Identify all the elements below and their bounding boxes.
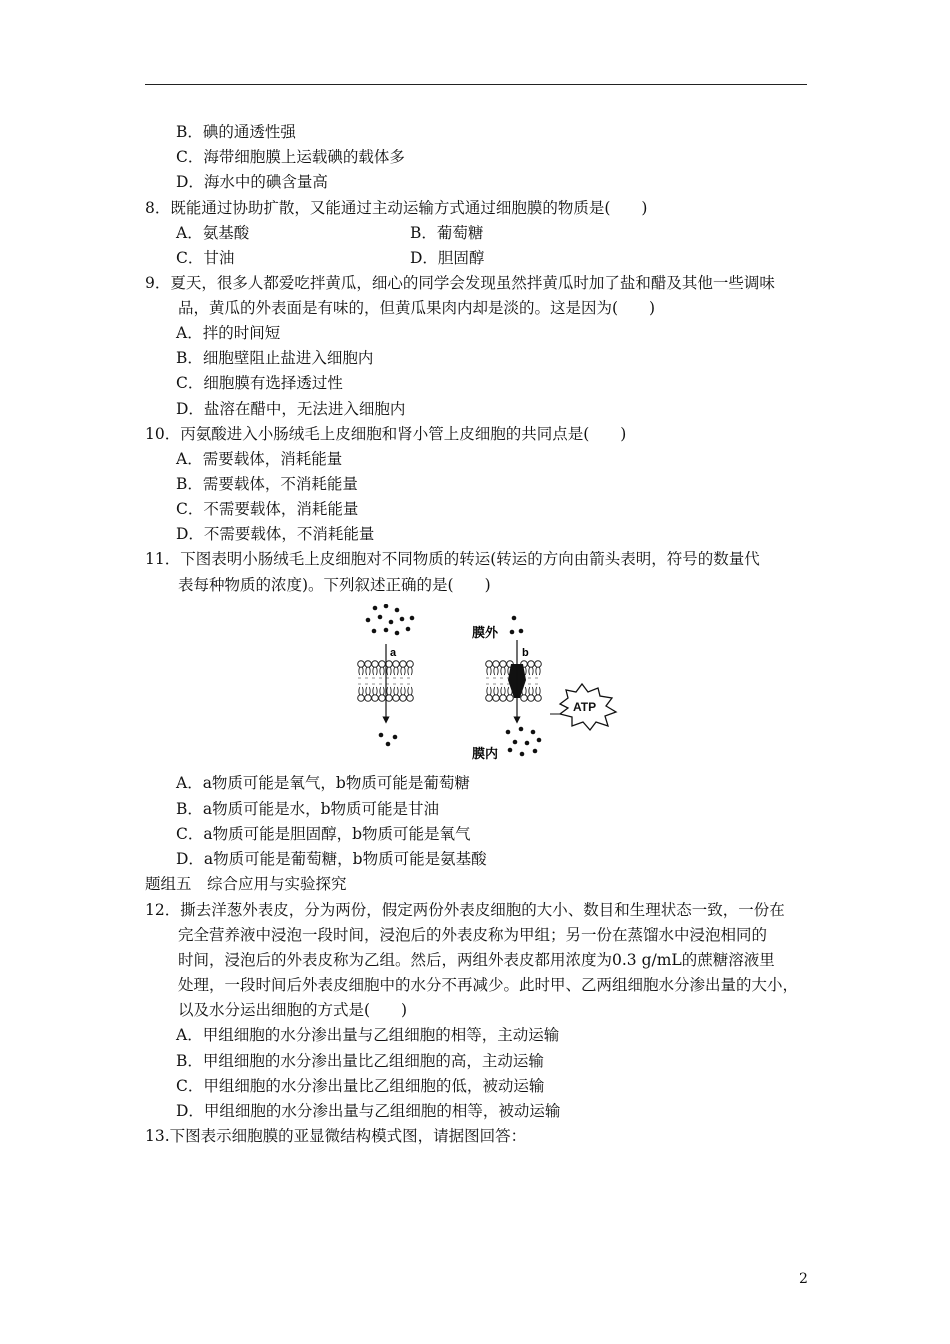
text-line: 处理，一段时间后外表皮细胞中的水分不再减少。此时甲、乙两组细胞水分渗出量的大小，: [178, 976, 799, 994]
label-outside: 膜外: [472, 625, 499, 640]
molecule-dots-b-outside: [510, 616, 524, 635]
text-line: C．a物质可能是胆固醇，b物质可能是氧气: [176, 825, 471, 843]
atp-burst-icon: [560, 684, 616, 730]
text-line: C．甲组细胞的水分渗出量比乙组细胞的低，被动运输: [176, 1077, 545, 1095]
text-line: A．拌的时间短: [176, 324, 281, 342]
text-line: B．需要载体，不消耗能量: [176, 475, 358, 493]
text-line: 以及水分运出细胞的方式是( ): [178, 1001, 408, 1019]
text-line: D．海水中的碘含量高: [176, 173, 328, 191]
text-line: A．氨基酸: [176, 224, 250, 242]
page-number: 2: [799, 1271, 808, 1287]
text-line: D．胆固醇: [410, 249, 485, 267]
text-line: C．细胞膜有选择透过性: [176, 374, 343, 392]
text-line: 10．丙氨酸进入小肠绒毛上皮细胞和肾小管上皮细胞的共同点是( ): [145, 425, 627, 443]
text-line: B．甲组细胞的水分渗出量比乙组细胞的高，主动运输: [176, 1052, 544, 1070]
label-b: b: [522, 647, 529, 659]
molecule-dots-a-inside: [379, 733, 398, 747]
label-inside: 膜内: [472, 746, 499, 761]
text-line: A．甲组细胞的水分渗出量与乙组细胞的相等，主动运输: [176, 1026, 560, 1044]
text-line: 完全营养液中浸泡一段时间，浸泡后的外表皮称为甲组；另一份在蒸馏水中浸泡相同的: [178, 926, 768, 944]
text-line: 表每种物质的浓度)。下列叙述正确的是( ): [178, 576, 491, 594]
text-line: 13.下图表示细胞膜的亚显微结构模式图，请据图回答：: [145, 1127, 527, 1145]
text-line: 8．既能通过协助扩散，又能通过主动运输方式通过细胞膜的物质是( ): [145, 199, 648, 217]
text-line: D．甲组细胞的水分渗出量与乙组细胞的相等，被动运输: [176, 1102, 561, 1120]
text-line: B．葡萄糖: [410, 224, 484, 242]
text-line: D．a物质可能是葡萄糖，b物质可能是氨基酸: [176, 850, 487, 868]
label-a: a: [390, 647, 397, 659]
molecule-dots-a-outside: [366, 604, 415, 635]
text-line: B．碘的通透性强: [176, 123, 296, 141]
text-line: B．a物质可能是水，b物质可能是甘油: [176, 800, 440, 818]
text-line: C．甘油: [176, 249, 235, 267]
text-line: B．细胞壁阻止盐进入细胞内: [176, 349, 374, 367]
text-line: A．需要载体，消耗能量: [176, 450, 343, 468]
text-line: 9．夏天，很多人都爱吃拌黄瓜，细心的同学会发现虽然拌黄瓜时加了盐和醋及其他一些调味: [145, 274, 775, 292]
molecule-dots-b-inside: [506, 727, 542, 757]
text-line: 12．撕去洋葱外表皮，分为两份，假定两份外表皮细胞的大小、数目和生理状态一致，一份在: [145, 901, 785, 919]
header-rule: [145, 84, 807, 85]
text-line: D．盐溶在醋中，无法进入细胞内: [176, 400, 406, 418]
text-line: C．海带细胞膜上运载碘的载体多: [176, 148, 405, 166]
label-atp: ATP: [573, 700, 597, 714]
membrane-transport-figure: [350, 604, 640, 768]
text-line: D．不需要载体，不消耗能量: [176, 525, 375, 543]
text-line: 题组五 综合应用与实验探究: [145, 875, 347, 893]
text-line: 品，黄瓜的外表面是有味的，但黄瓜果肉内却是淡的。这是因为( ): [178, 299, 656, 317]
text-line: 时间，浸泡后的外表皮称为乙组。然后，两组外表皮都用浓度为0.3 g/mL的蔗糖溶液里: [178, 951, 775, 969]
text-line: C．不需要载体，消耗能量: [176, 500, 359, 518]
text-line: 11．下图表明小肠绒毛上皮细胞对不同物质的转运(转运的方向由箭头表明，符号的数量代: [145, 550, 760, 568]
lipid-bilayer-b: [486, 661, 542, 702]
text-line: A．a物质可能是氧气，b物质可能是葡萄糖: [176, 774, 470, 792]
